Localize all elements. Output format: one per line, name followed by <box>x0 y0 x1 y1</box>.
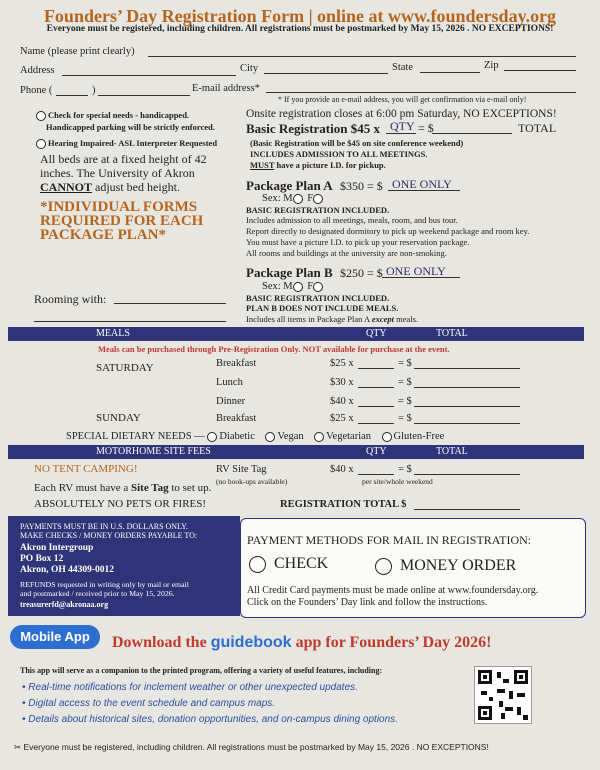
rv-unit-note: per site/whole weekend <box>362 477 433 486</box>
rv-eq: = $ <box>398 464 412 475</box>
diabetic-label: Diabetic <box>219 431 255 442</box>
name-label: Name (please print clearly) <box>20 46 135 57</box>
forms-line-3: PACKAGE PLAN* <box>40 227 166 243</box>
motorhome-header-label: MOTORHOME SITE FEES <box>96 446 211 457</box>
phone-field[interactable] <box>98 95 190 96</box>
usd-note: PAYMENTS MUST BE IN U.S. DOLLARS ONLY. <box>20 522 188 531</box>
form-title: Founders’ Day Registration Form | online at www.foundersday.org <box>43 6 557 26</box>
meal-eq: = $ <box>398 396 412 407</box>
payable-note: MAKE CHECKS / MONEY ORDERS PAYABLE TO: <box>20 531 198 540</box>
guidebook-logo: guidebook <box>210 634 292 651</box>
plan-b-included: BASIC REGISTRATION INCLUDED. <box>246 293 390 303</box>
meal-qty-field[interactable] <box>358 368 394 369</box>
plan-b-sex-f-radio[interactable] <box>313 282 323 292</box>
email-label: E-mail address* <box>192 83 260 94</box>
plan-b-title: Package Plan B <box>246 265 333 280</box>
basic-id-rest: have a picture I.D. for pickup. <box>274 160 386 170</box>
meal-name: Dinner <box>216 396 246 407</box>
plan-b-details <box>246 314 418 324</box>
plan-a-sex-m-radio[interactable] <box>293 194 303 204</box>
plan-a-included: BASIC REGISTRATION INCLUDED. <box>246 205 390 215</box>
onsite-close-note: Onsite registration closes at 6:00 pm Saturday, NO EXCEPTIONS! <box>246 108 557 120</box>
rooming-field-2[interactable] <box>34 321 226 322</box>
payment-methods-title: PAYMENT METHODS FOR MAIL IN REGISTRATION: <box>247 533 532 547</box>
app-feature: • Digital access to the event schedule and campus maps. <box>22 698 276 709</box>
plan-b-sex-m-radio[interactable] <box>293 282 303 292</box>
meal-price: $30 x <box>330 377 354 388</box>
plan-a-sex-f-radio[interactable] <box>313 194 323 204</box>
check-label: CHECK <box>274 555 329 572</box>
bed-height-rest: adjust bed height. <box>92 180 180 194</box>
check-radio[interactable] <box>249 556 266 573</box>
meal-price: $40 x <box>330 396 354 407</box>
rv-site-tag-a: Each RV must have a <box>34 482 131 494</box>
plan-a-sex <box>262 193 325 204</box>
rooming-field[interactable] <box>114 303 226 304</box>
credit-card-line-1: All Credit Card payments must be made online at www.foundersday.org. <box>247 585 539 596</box>
rv-site-tag-b: Site Tag <box>130 482 169 494</box>
plan-a-field[interactable] <box>388 190 460 191</box>
plan-b-sex <box>262 281 325 292</box>
rooming-label: Rooming with: <box>34 292 107 306</box>
address-field[interactable] <box>62 75 236 76</box>
refund-line-2: and postmarked / received prior to May 15, 2026. <box>20 589 175 598</box>
app-intro: This app will serve as a companion to the printed program, offering a variety of useful features, including: <box>20 666 383 675</box>
bed-height-line-1: All beds are at a fixed height of 42 <box>40 152 207 166</box>
plan-a-details <box>246 215 529 259</box>
meals-header-bar <box>8 327 584 341</box>
meal-eq: = $ <box>398 377 412 388</box>
basic-eq: = $ <box>418 121 434 135</box>
download-c: app for Founders’ Day 2026! <box>291 634 492 651</box>
app-feature: • Details about historical sites, donation opportunities, and on-campus dining options. <box>22 714 398 725</box>
plan-b-sex-f-label: F <box>307 281 314 292</box>
email-note: * If you provide an e-mail address, you will get confirmation via e-mail only! <box>278 95 527 104</box>
address-org: Akron Intergroup <box>20 543 94 553</box>
download-app-heading <box>112 634 491 652</box>
phone-area-field[interactable] <box>56 95 88 96</box>
meal-name: Lunch <box>216 377 243 388</box>
email-field[interactable] <box>266 92 576 93</box>
plan-a-detail-1: Includes admission to all meetings, meals, room, and bus tour. <box>246 215 458 225</box>
phone-paren: ) <box>92 85 96 96</box>
app-feature: • Real-time notifications for inclement weather or other unexpected updates. <box>22 682 358 693</box>
address-city: Akron, OH 44309-0012 <box>20 565 115 575</box>
no-tent-notice: NO TENT CAMPING! <box>34 463 138 475</box>
handicapped-option[interactable] <box>36 110 189 121</box>
treasurer-email[interactable]: treasurerfd@akronaa.org <box>20 600 109 609</box>
meal-total-field[interactable] <box>414 406 520 407</box>
city-field[interactable] <box>264 73 388 74</box>
motorhome-header-bar <box>8 445 584 459</box>
meal-eq: = $ <box>398 413 412 424</box>
rv-site-tag-c: to set up. <box>168 482 212 494</box>
meals-total-header: TOTAL <box>436 328 468 339</box>
plan-b-field[interactable] <box>382 277 460 278</box>
vegan-label: Vegan <box>277 431 304 442</box>
plan-b-no-meals: PLAN B DOES NOT INCLUDE MEALS. <box>246 303 399 313</box>
meals-header-label: MEALS <box>96 328 130 339</box>
meal-price: $25 x <box>330 358 354 369</box>
rv-hookup-note: (no hook-ups available) <box>216 477 288 486</box>
meal-price: $25 x <box>330 413 354 424</box>
address-label: Address <box>20 65 55 76</box>
meal-eq: = $ <box>398 358 412 369</box>
bed-height-line-3 <box>40 180 240 194</box>
bed-height-line-2: inches. The University of Akron <box>40 166 195 180</box>
credit-card-note <box>247 585 538 609</box>
saturday-label: SATURDAY <box>96 362 154 374</box>
plan-b-detail-except: except <box>371 314 395 324</box>
zip-field[interactable] <box>504 70 576 71</box>
plan-a-sex-f-label: F <box>307 193 314 204</box>
footer-deadline-text: Everyone must be registered, including children. All registrations must be postmarked by May 15, 2026 . NO EXCEPTIONS! <box>23 742 489 752</box>
handicapped-checkbox[interactable] <box>36 111 46 121</box>
phone-label: Phone ( <box>20 85 53 96</box>
plan-a-detail-3: You must have a picture I.D. to pick up your reservation package. <box>246 237 470 247</box>
meal-name: Breakfast <box>216 413 257 424</box>
dietary-needs <box>66 431 444 442</box>
vegetarian-radio[interactable] <box>314 432 324 442</box>
meal-qty-field[interactable] <box>358 387 394 388</box>
plan-b-detail-c: meals. <box>394 314 419 324</box>
handicapped-parking-note: Handicapped parking will be strictly enforced. <box>46 122 215 132</box>
meal-name: Breakfast <box>216 358 257 369</box>
qr-code-icon[interactable] <box>474 666 532 724</box>
forms-line-1: *INDIVIDUAL FORMS <box>40 199 198 215</box>
meals-preregistration-note: Meals can be purchased through Pre-Registration Only. NOT available for purchase at the event. <box>98 344 450 354</box>
mobile-app-badge: Mobile App <box>10 625 100 649</box>
registration-total-label: REGISTRATION TOTAL $ <box>280 499 407 510</box>
check-option[interactable] <box>249 555 328 573</box>
registration-total-field[interactable] <box>414 509 520 510</box>
app-feature-text: Real-time notifications for inclement weather or other unexpected updates. <box>28 682 358 693</box>
bed-height-note <box>40 152 240 194</box>
basic-total-field[interactable] <box>432 133 512 134</box>
basic-total-label: TOTAL <box>518 121 557 135</box>
plan-a-detail-4: All rooms and buildings at the university are non-smoking. <box>246 248 447 258</box>
refund-line-1: REFUNDS requested in writing only by mail or email <box>20 580 189 589</box>
app-feature-text: Details about historical sites, donation opportunities, and on-campus dining options. <box>28 714 398 725</box>
state-field[interactable] <box>420 72 480 73</box>
basic-admission-note: INCLUDES ADMISSION TO ALL MEETINGS. <box>250 149 428 159</box>
footer-deadline-note: ✂ Everyone must be registered, including children. All registrations must be postmarked by May 15, 2026 . NO EXCEPTIONS! <box>14 742 489 752</box>
zip-label: Zip <box>484 60 499 71</box>
plan-a-title: Package Plan A <box>246 178 333 193</box>
rv-price: $40 x <box>330 464 354 475</box>
money-order-radio[interactable] <box>375 558 392 575</box>
vegan-radio[interactable] <box>265 432 275 442</box>
vegetarian-label: Vegetarian <box>326 431 372 442</box>
cannot-text: CANNOT <box>40 180 93 194</box>
meals-qty-header: QTY <box>366 328 387 339</box>
credit-card-line-2: Click on the Founders’ Day link and follow the instructions. <box>247 597 488 608</box>
payment-methods-box <box>240 518 586 618</box>
plan-b-price: $250 = $ <box>340 266 383 280</box>
motorhome-total-header: TOTAL <box>436 446 468 457</box>
motorhome-qty-header: QTY <box>366 446 387 457</box>
diabetic-radio[interactable] <box>207 432 217 442</box>
basic-onsite-price-note: (Basic Registration will be $45 on site conference weekend) <box>250 138 464 148</box>
basic-id-note <box>250 160 386 170</box>
plan-a-quantity: ONE ONLY <box>392 177 452 191</box>
refund-policy <box>20 580 189 598</box>
plan-b-sex-label: Sex: M <box>262 281 293 292</box>
meal-qty-field[interactable] <box>358 423 394 424</box>
city-label: City <box>240 63 259 74</box>
no-pets-notice: ABSOLUTELY NO PETS OR FIRES! <box>34 498 207 510</box>
rv-qty-field[interactable] <box>358 474 394 475</box>
plan-a-sex-label: Sex: M <box>262 193 293 204</box>
individual-forms-notice <box>40 200 203 242</box>
plan-b-detail-a: Includes all items in Package Plan A <box>246 314 372 324</box>
rv-tag-label: RV Site Tag <box>216 464 267 475</box>
forms-line-2: REQUIRED FOR EACH <box>40 213 204 229</box>
hearing-checkbox[interactable] <box>36 139 46 149</box>
plan-a-detail-2: Report directly to designated dormitory to pick up weekend package and room key. <box>246 226 530 236</box>
meal-qty-field[interactable] <box>358 406 394 407</box>
mailing-address <box>20 543 114 576</box>
meal-total-field[interactable] <box>414 368 520 369</box>
plan-b-quantity: ONE ONLY <box>386 264 446 278</box>
hearing-option[interactable] <box>36 138 217 149</box>
download-a: Download the <box>112 634 211 651</box>
gluten-free-label: Gluten-Free <box>393 431 445 442</box>
money-order-option[interactable] <box>375 557 516 575</box>
name-field[interactable] <box>148 56 576 57</box>
payment-info-box <box>8 516 240 616</box>
money-order-label: MONEY ORDER <box>400 557 517 574</box>
sunday-label: SUNDAY <box>96 412 141 424</box>
basic-qty-label: QTY <box>390 119 415 133</box>
meal-total-field[interactable] <box>414 387 520 388</box>
registration-deadline-note: Everyone must be registered, including children. All registrations must be postmarked by May 15, 2026 . NO EXCEPTIONS! <box>46 24 554 34</box>
basic-qty-field[interactable] <box>386 133 416 134</box>
must-text: MUST <box>250 160 275 170</box>
gluten-free-radio[interactable] <box>382 432 392 442</box>
rv-total-field[interactable] <box>414 474 520 475</box>
basic-registration-title: Basic Registration $45 x <box>246 121 380 136</box>
plan-a-price: $350 = $ <box>340 179 383 193</box>
app-feature-text: Digital access to the event schedule and campus maps. <box>28 698 276 709</box>
handicapped-label: Check for special needs - handicapped. <box>48 110 190 120</box>
rv-site-tag-note <box>34 482 211 494</box>
address-po: PO Box 12 <box>20 554 64 564</box>
state-label: State <box>392 62 413 73</box>
hearing-label: Hearing Impaired- ASL Interpreter Requested <box>48 138 218 148</box>
dietary-label: SPECIAL DIETARY NEEDS — <box>66 431 205 442</box>
meal-total-field[interactable] <box>414 423 520 424</box>
